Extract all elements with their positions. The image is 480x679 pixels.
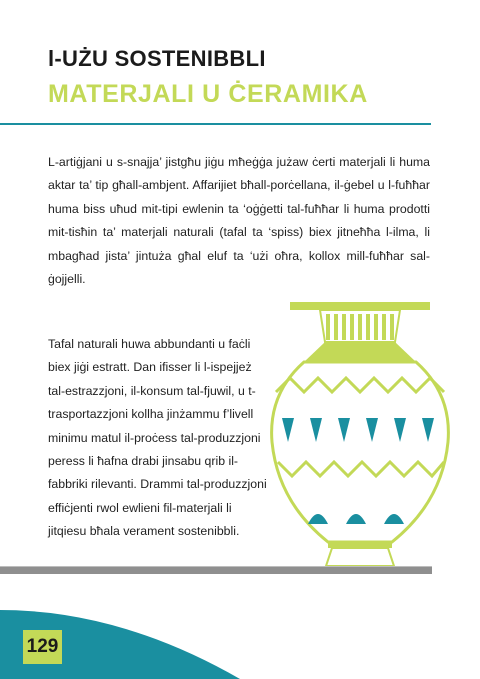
page-number: 129 [23, 630, 62, 664]
page-title: l-UŻU SOSTENIBBLI [48, 46, 266, 71]
shelf-divider [0, 566, 432, 574]
decorative-vase-icon [268, 302, 452, 568]
body-paragraph-1: L-artiġjani u s-snajja’ jistgħu jiġu mħeġġa jużaw ċerti materjali li huma aktar ta’ tip għall-ambjent. Affarijiet bħall-porċellana, il-ġebel u l-fuħħar huma biss uħud mit-tipi ewlenin ta ‘oġġetti tal-fuħħar li huma prodotti mit-tisħin ta’ materjali naturali (tafal ta ‘spiss) biex jitneħħa l-ilma, li mbagħad jista’ jintuża għal eluf ta ‘użi oħra, kollox mill-fuħħar sal-ġojjelli. [48, 155, 430, 287]
title-divider [0, 123, 431, 125]
body-paragraph-2: Tafal naturali huwa abbundanti u faċli biex jiġi estratt. Dan ifisser li l-ispejjeż tal-estrazzjoni, il-konsum tal-fjuwil, u t-trasportazzjoni kollha jinżammu f’livell minimu matul il-proċess tal-produzzjoni peress li ħafna drabi jinsabu qrib il-fabbriki rilevanti. Drammi tal-produzzjoni effiċjenti rwol ewlieni fil-materjali li jitqiesu bħala verament sostenibbli. [48, 337, 267, 539]
page-subtitle: MATERJALI U ĊERAMIKA [48, 80, 368, 108]
